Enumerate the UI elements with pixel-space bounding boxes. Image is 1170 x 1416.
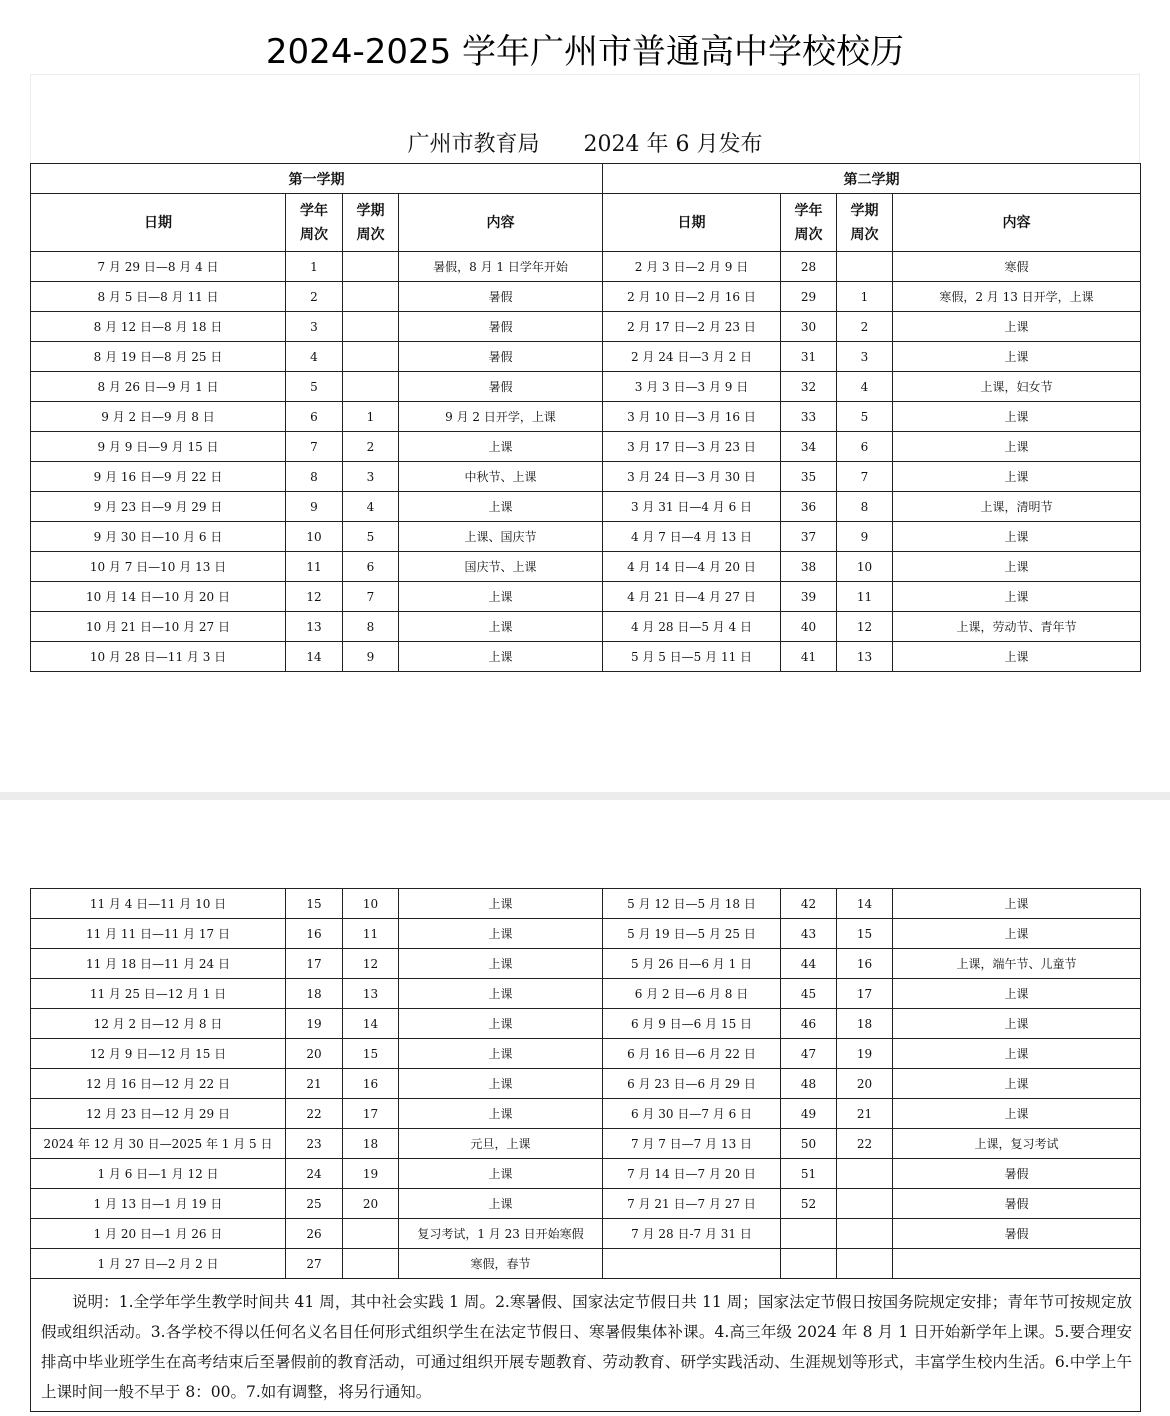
term-week-cell xyxy=(343,372,399,402)
content-cell: 上课，妇女节 xyxy=(893,372,1141,402)
table-row xyxy=(31,919,1141,949)
content-cell: 上课 xyxy=(399,889,603,919)
content-cell: 寒假，2 月 13 日开学，上课 xyxy=(893,282,1141,312)
year-week-cell: 10 xyxy=(286,522,343,552)
col-year-week-header: 学年 周次 xyxy=(781,194,837,252)
date-cell: 11 月 11 日—11 月 17 日 xyxy=(31,919,286,949)
term-week-cell: 15 xyxy=(343,1039,399,1069)
content-cell: 复习考试，1 月 23 日开始寒假 xyxy=(399,1219,603,1249)
content-cell: 上课 xyxy=(893,582,1141,612)
year-week-cell: 14 xyxy=(286,642,343,672)
content-cell: 上课，端午节、儿童节 xyxy=(893,949,1141,979)
calendar-table-part-2 xyxy=(30,888,1141,1412)
date-cell: 7 月 29 日—8 月 4 日 xyxy=(31,252,286,282)
content-cell: 暑假 xyxy=(399,342,603,372)
date-cell: 4 月 7 日—4 月 13 日 xyxy=(603,522,781,552)
date-cell: 5 月 19 日—5 月 25 日 xyxy=(603,919,781,949)
date-cell: 12 月 16 日—12 月 22 日 xyxy=(31,1069,286,1099)
table-row xyxy=(31,402,1141,432)
term-week-cell: 13 xyxy=(343,979,399,1009)
term-week-cell xyxy=(343,282,399,312)
content-cell: 上课 xyxy=(893,1069,1141,1099)
content-cell: 暑假 xyxy=(399,282,603,312)
year-week-cell: 8 xyxy=(286,462,343,492)
year-week-cell: 23 xyxy=(286,1129,343,1159)
year-week-cell: 7 xyxy=(286,432,343,462)
table-row xyxy=(31,1129,1141,1159)
table-row xyxy=(31,1249,1141,1279)
year-week-cell: 6 xyxy=(286,402,343,432)
year-week-cell: 46 xyxy=(781,1009,837,1039)
date-cell: 10 月 14 日—10 月 20 日 xyxy=(31,582,286,612)
content-cell: 上课 xyxy=(399,642,603,672)
table-row xyxy=(31,1009,1141,1039)
term-week-cell xyxy=(837,1219,893,1249)
content-cell: 上课 xyxy=(893,552,1141,582)
col-content-header: 内容 xyxy=(893,194,1141,252)
term-week-cell: 20 xyxy=(837,1069,893,1099)
date-cell: 1 月 20 日—1 月 26 日 xyxy=(31,1219,286,1249)
date-cell: 3 月 3 日—3 月 9 日 xyxy=(603,372,781,402)
date-cell: 7 月 21 日—7 月 27 日 xyxy=(603,1189,781,1219)
date-cell: 6 月 2 日—6 月 8 日 xyxy=(603,979,781,1009)
content-cell: 寒假 xyxy=(893,252,1141,282)
content-cell: 上课 xyxy=(399,1159,603,1189)
year-week-cell xyxy=(781,1219,837,1249)
term-week-cell: 10 xyxy=(343,889,399,919)
term-week-cell: 20 xyxy=(343,1189,399,1219)
table-row xyxy=(31,462,1141,492)
date-cell: 3 月 10 日—3 月 16 日 xyxy=(603,402,781,432)
term-week-cell: 3 xyxy=(343,462,399,492)
page-divider xyxy=(0,792,1170,800)
term-week-cell: 18 xyxy=(343,1129,399,1159)
date-cell: 2024 年 12 月 30 日—2025 年 1 月 5 日 xyxy=(31,1129,286,1159)
content-cell: 上课 xyxy=(399,919,603,949)
table-row xyxy=(31,1039,1141,1069)
date-cell: 12 月 23 日—12 月 29 日 xyxy=(31,1099,286,1129)
date-cell: 5 月 5 日—5 月 11 日 xyxy=(603,642,781,672)
notes-text: 说明：1.全学年学生教学时间共 41 周，其中社会实践 1 周。2.寒暑假、国家法定节假日共 11 周；国家法定节假日按国务院规定安排；青年节可按规定放假或组织活动。3.各学校不得以任何名义名目任何形式组织学生在法定节假日、寒暑假集体补课。4.高三年级 2024 年 8 月 1 日开始新学年上课。5.要合理安排高中毕业班学生在高考结束后至暑假前的教育活动，可通过组织开展专题教育、劳动教育、研学实践活动、生涯规划等形式，丰富学生校内生活。6.中学上午上课时间一般不早于 8：00。7.如有调整，将另行通知。 xyxy=(41,1293,1132,1401)
year-week-cell: 37 xyxy=(781,522,837,552)
table-row xyxy=(31,342,1141,372)
year-week-cell: 24 xyxy=(286,1159,343,1189)
year-week-cell: 4 xyxy=(286,342,343,372)
content-cell: 上课 xyxy=(893,889,1141,919)
date-cell: 12 月 2 日—12 月 8 日 xyxy=(31,1009,286,1039)
year-week-cell: 45 xyxy=(781,979,837,1009)
content-cell: 上课 xyxy=(893,979,1141,1009)
year-week-cell: 38 xyxy=(781,552,837,582)
content-cell: 9 月 2 日开学，上课 xyxy=(399,402,603,432)
date-cell: 7 月 28 日-7 月 31 日 xyxy=(603,1219,781,1249)
term-week-cell: 15 xyxy=(837,919,893,949)
term-week-cell: 17 xyxy=(343,1099,399,1129)
term-week-cell xyxy=(343,252,399,282)
year-week-cell: 3 xyxy=(286,312,343,342)
date-cell: 6 月 9 日—6 月 15 日 xyxy=(603,1009,781,1039)
term-week-cell: 5 xyxy=(343,522,399,552)
term-week-cell: 1 xyxy=(343,402,399,432)
date-cell: 1 月 6 日—1 月 12 日 xyxy=(31,1159,286,1189)
term-week-cell: 2 xyxy=(837,312,893,342)
col-term-week-header: 学期 周次 xyxy=(837,194,893,252)
table-row xyxy=(31,949,1141,979)
term-week-cell: 6 xyxy=(837,432,893,462)
term1-header: 第一学期 xyxy=(31,164,603,194)
term-week-cell: 19 xyxy=(837,1039,893,1069)
content-cell: 中秋节、上课 xyxy=(399,462,603,492)
table-row xyxy=(31,252,1141,282)
content-cell: 国庆节、上课 xyxy=(399,552,603,582)
term-week-cell xyxy=(837,1159,893,1189)
content-cell xyxy=(893,1249,1141,1279)
content-cell: 上课 xyxy=(893,432,1141,462)
content-cell: 上课、国庆节 xyxy=(399,522,603,552)
term-week-cell: 2 xyxy=(343,432,399,462)
page-subtitle: 广州市教育局 2024 年 6 月发布 xyxy=(407,132,763,157)
date-cell: 2 月 10 日—2 月 16 日 xyxy=(603,282,781,312)
content-cell: 上课 xyxy=(893,522,1141,552)
content-cell: 上课 xyxy=(399,432,603,462)
term-week-cell: 12 xyxy=(837,612,893,642)
content-cell: 上课 xyxy=(893,462,1141,492)
content-cell: 暑假 xyxy=(399,312,603,342)
year-week-cell: 34 xyxy=(781,432,837,462)
content-cell: 上课 xyxy=(893,1099,1141,1129)
date-cell: 10 月 28 日—11 月 3 日 xyxy=(31,642,286,672)
term-week-cell: 18 xyxy=(837,1009,893,1039)
content-cell: 上课 xyxy=(893,1039,1141,1069)
year-week-cell: 49 xyxy=(781,1099,837,1129)
term-week-cell: 8 xyxy=(837,492,893,522)
term-week-cell: 17 xyxy=(837,979,893,1009)
year-week-cell: 31 xyxy=(781,342,837,372)
table-row xyxy=(31,312,1141,342)
date-cell: 1 月 13 日—1 月 19 日 xyxy=(31,1189,286,1219)
date-cell: 3 月 31 日—4 月 6 日 xyxy=(603,492,781,522)
content-cell: 上课 xyxy=(893,342,1141,372)
year-week-cell: 25 xyxy=(286,1189,343,1219)
content-cell: 元旦，上课 xyxy=(399,1129,603,1159)
year-week-cell: 32 xyxy=(781,372,837,402)
date-cell: 9 月 9 日—9 月 15 日 xyxy=(31,432,286,462)
date-cell: 4 月 28 日—5 月 4 日 xyxy=(603,612,781,642)
year-week-cell: 33 xyxy=(781,402,837,432)
term-week-cell: 9 xyxy=(837,522,893,552)
content-cell: 暑假 xyxy=(893,1189,1141,1219)
col-date-header: 日期 xyxy=(603,194,781,252)
date-cell: 2 月 24 日—3 月 2 日 xyxy=(603,342,781,372)
year-week-cell: 29 xyxy=(781,282,837,312)
term-week-cell: 19 xyxy=(343,1159,399,1189)
date-cell: 11 月 25 日—12 月 1 日 xyxy=(31,979,286,1009)
year-week-cell: 39 xyxy=(781,582,837,612)
table-row xyxy=(31,372,1141,402)
table-row xyxy=(31,552,1141,582)
content-cell: 上课 xyxy=(399,979,603,1009)
content-cell: 上课 xyxy=(893,402,1141,432)
term-week-cell: 11 xyxy=(343,919,399,949)
date-cell: 10 月 7 日—10 月 13 日 xyxy=(31,552,286,582)
year-week-cell: 28 xyxy=(781,252,837,282)
date-cell: 6 月 16 日—6 月 22 日 xyxy=(603,1039,781,1069)
content-cell: 上课 xyxy=(893,642,1141,672)
term-week-cell: 1 xyxy=(837,282,893,312)
date-cell: 7 月 14 日—7 月 20 日 xyxy=(603,1159,781,1189)
year-week-cell: 40 xyxy=(781,612,837,642)
year-week-cell: 12 xyxy=(286,582,343,612)
date-cell: 12 月 9 日—12 月 15 日 xyxy=(31,1039,286,1069)
content-cell: 上课 xyxy=(399,492,603,522)
year-week-cell: 48 xyxy=(781,1069,837,1099)
date-cell: 4 月 14 日—4 月 20 日 xyxy=(603,552,781,582)
table-row xyxy=(31,1069,1141,1099)
term-week-cell xyxy=(343,312,399,342)
content-cell: 上课，复习考试 xyxy=(893,1129,1141,1159)
term-week-cell: 7 xyxy=(343,582,399,612)
year-week-cell: 5 xyxy=(286,372,343,402)
content-cell: 暑假 xyxy=(893,1159,1141,1189)
year-week-cell: 1 xyxy=(286,252,343,282)
year-week-cell: 47 xyxy=(781,1039,837,1069)
year-week-cell: 36 xyxy=(781,492,837,522)
table-row xyxy=(31,282,1141,312)
year-week-cell: 44 xyxy=(781,949,837,979)
term-week-cell xyxy=(343,342,399,372)
year-week-cell: 22 xyxy=(286,1099,343,1129)
date-cell: 6 月 23 日—6 月 29 日 xyxy=(603,1069,781,1099)
date-cell: 2 月 3 日—2 月 9 日 xyxy=(603,252,781,282)
term-week-cell xyxy=(837,1249,893,1279)
term-week-cell xyxy=(343,1219,399,1249)
content-cell: 上课 xyxy=(399,949,603,979)
term-week-cell: 5 xyxy=(837,402,893,432)
content-cell: 上课 xyxy=(399,1069,603,1099)
term-week-cell: 7 xyxy=(837,462,893,492)
term-week-cell: 21 xyxy=(837,1099,893,1129)
table-row xyxy=(31,492,1141,522)
table-row xyxy=(31,979,1141,1009)
col-content-header: 内容 xyxy=(399,194,603,252)
term-week-cell: 3 xyxy=(837,342,893,372)
date-cell: 8 月 19 日—8 月 25 日 xyxy=(31,342,286,372)
year-week-cell: 11 xyxy=(286,552,343,582)
date-cell: 5 月 12 日—5 月 18 日 xyxy=(603,889,781,919)
date-cell: 8 月 26 日—9 月 1 日 xyxy=(31,372,286,402)
term-week-cell: 12 xyxy=(343,949,399,979)
term-week-cell: 11 xyxy=(837,582,893,612)
year-week-cell: 42 xyxy=(781,889,837,919)
table-row xyxy=(31,889,1141,919)
date-cell: 8 月 5 日—8 月 11 日 xyxy=(31,282,286,312)
date-cell: 2 月 17 日—2 月 23 日 xyxy=(603,312,781,342)
date-cell: 11 月 4 日—11 月 10 日 xyxy=(31,889,286,919)
col-date-header: 日期 xyxy=(31,194,286,252)
date-cell: 6 月 30 日—7 月 6 日 xyxy=(603,1099,781,1129)
date-cell: 11 月 18 日—11 月 24 日 xyxy=(31,949,286,979)
notes-cell xyxy=(31,1279,1141,1412)
year-week-cell: 51 xyxy=(781,1159,837,1189)
date-cell: 5 月 26 日—6 月 1 日 xyxy=(603,949,781,979)
date-cell: 7 月 7 日—7 月 13 日 xyxy=(603,1129,781,1159)
content-cell: 上课，劳动节、青年节 xyxy=(893,612,1141,642)
term-week-cell: 22 xyxy=(837,1129,893,1159)
date-cell xyxy=(603,1249,781,1279)
content-cell: 上课 xyxy=(399,1099,603,1129)
year-week-cell: 30 xyxy=(781,312,837,342)
table-row xyxy=(31,582,1141,612)
content-cell: 上课 xyxy=(399,612,603,642)
term-week-cell: 13 xyxy=(837,642,893,672)
term-week-cell: 4 xyxy=(343,492,399,522)
year-week-cell: 9 xyxy=(286,492,343,522)
table-row xyxy=(31,1219,1141,1249)
table-row xyxy=(31,522,1141,552)
term-week-cell: 6 xyxy=(343,552,399,582)
table-row xyxy=(31,1159,1141,1189)
term-week-cell xyxy=(343,1249,399,1279)
table-row xyxy=(31,432,1141,462)
term-week-cell: 14 xyxy=(837,889,893,919)
year-week-cell: 19 xyxy=(286,1009,343,1039)
year-week-cell: 26 xyxy=(286,1219,343,1249)
col-term-week-header: 学期 周次 xyxy=(343,194,399,252)
date-cell: 9 月 30 日—10 月 6 日 xyxy=(31,522,286,552)
date-cell: 9 月 16 日—9 月 22 日 xyxy=(31,462,286,492)
content-cell: 暑假，8 月 1 日学年开始 xyxy=(399,252,603,282)
table-row xyxy=(31,1189,1141,1219)
year-week-cell xyxy=(781,1249,837,1279)
content-cell: 上课 xyxy=(399,582,603,612)
year-week-cell: 20 xyxy=(286,1039,343,1069)
year-week-cell: 18 xyxy=(286,979,343,1009)
year-week-cell: 35 xyxy=(781,462,837,492)
table-row xyxy=(31,1099,1141,1129)
content-cell: 暑假 xyxy=(893,1219,1141,1249)
calendar-table-part-1 xyxy=(30,163,1141,672)
term-week-cell: 16 xyxy=(837,949,893,979)
year-week-cell: 41 xyxy=(781,642,837,672)
content-cell: 上课 xyxy=(399,1189,603,1219)
date-cell: 1 月 27 日—2 月 2 日 xyxy=(31,1249,286,1279)
year-week-cell: 15 xyxy=(286,889,343,919)
content-cell: 上课 xyxy=(893,1009,1141,1039)
date-cell: 10 月 21 日—10 月 27 日 xyxy=(31,612,286,642)
term-week-cell: 14 xyxy=(343,1009,399,1039)
col-year-week-header: 学年 周次 xyxy=(286,194,343,252)
term2-header: 第二学期 xyxy=(603,164,1141,194)
content-cell: 暑假 xyxy=(399,372,603,402)
year-week-cell: 27 xyxy=(286,1249,343,1279)
content-cell: 上课 xyxy=(893,312,1141,342)
content-cell: 寒假，春节 xyxy=(399,1249,603,1279)
term-week-cell: 8 xyxy=(343,612,399,642)
page-title: 2024-2025 学年广州市普通高中学校校历 xyxy=(265,32,905,72)
year-week-cell: 52 xyxy=(781,1189,837,1219)
term-week-cell: 10 xyxy=(837,552,893,582)
year-week-cell: 50 xyxy=(781,1129,837,1159)
date-cell: 3 月 17 日—3 月 23 日 xyxy=(603,432,781,462)
table-row xyxy=(31,642,1141,672)
content-cell: 上课，清明节 xyxy=(893,492,1141,522)
term-week-cell xyxy=(837,252,893,282)
term-week-cell: 4 xyxy=(837,372,893,402)
year-week-cell: 21 xyxy=(286,1069,343,1099)
date-cell: 4 月 21 日—4 月 27 日 xyxy=(603,582,781,612)
date-cell: 9 月 23 日—9 月 29 日 xyxy=(31,492,286,522)
term-week-cell xyxy=(837,1189,893,1219)
table-row xyxy=(31,612,1141,642)
content-cell: 上课 xyxy=(893,919,1141,949)
term-week-cell: 9 xyxy=(343,642,399,672)
year-week-cell: 2 xyxy=(286,282,343,312)
date-cell: 8 月 12 日—8 月 18 日 xyxy=(31,312,286,342)
content-cell: 上课 xyxy=(399,1009,603,1039)
date-cell: 3 月 24 日—3 月 30 日 xyxy=(603,462,781,492)
term-week-cell: 16 xyxy=(343,1069,399,1099)
content-cell: 上课 xyxy=(399,1039,603,1069)
date-cell: 9 月 2 日—9 月 8 日 xyxy=(31,402,286,432)
year-week-cell: 17 xyxy=(286,949,343,979)
year-week-cell: 43 xyxy=(781,919,837,949)
year-week-cell: 13 xyxy=(286,612,343,642)
year-week-cell: 16 xyxy=(286,919,343,949)
